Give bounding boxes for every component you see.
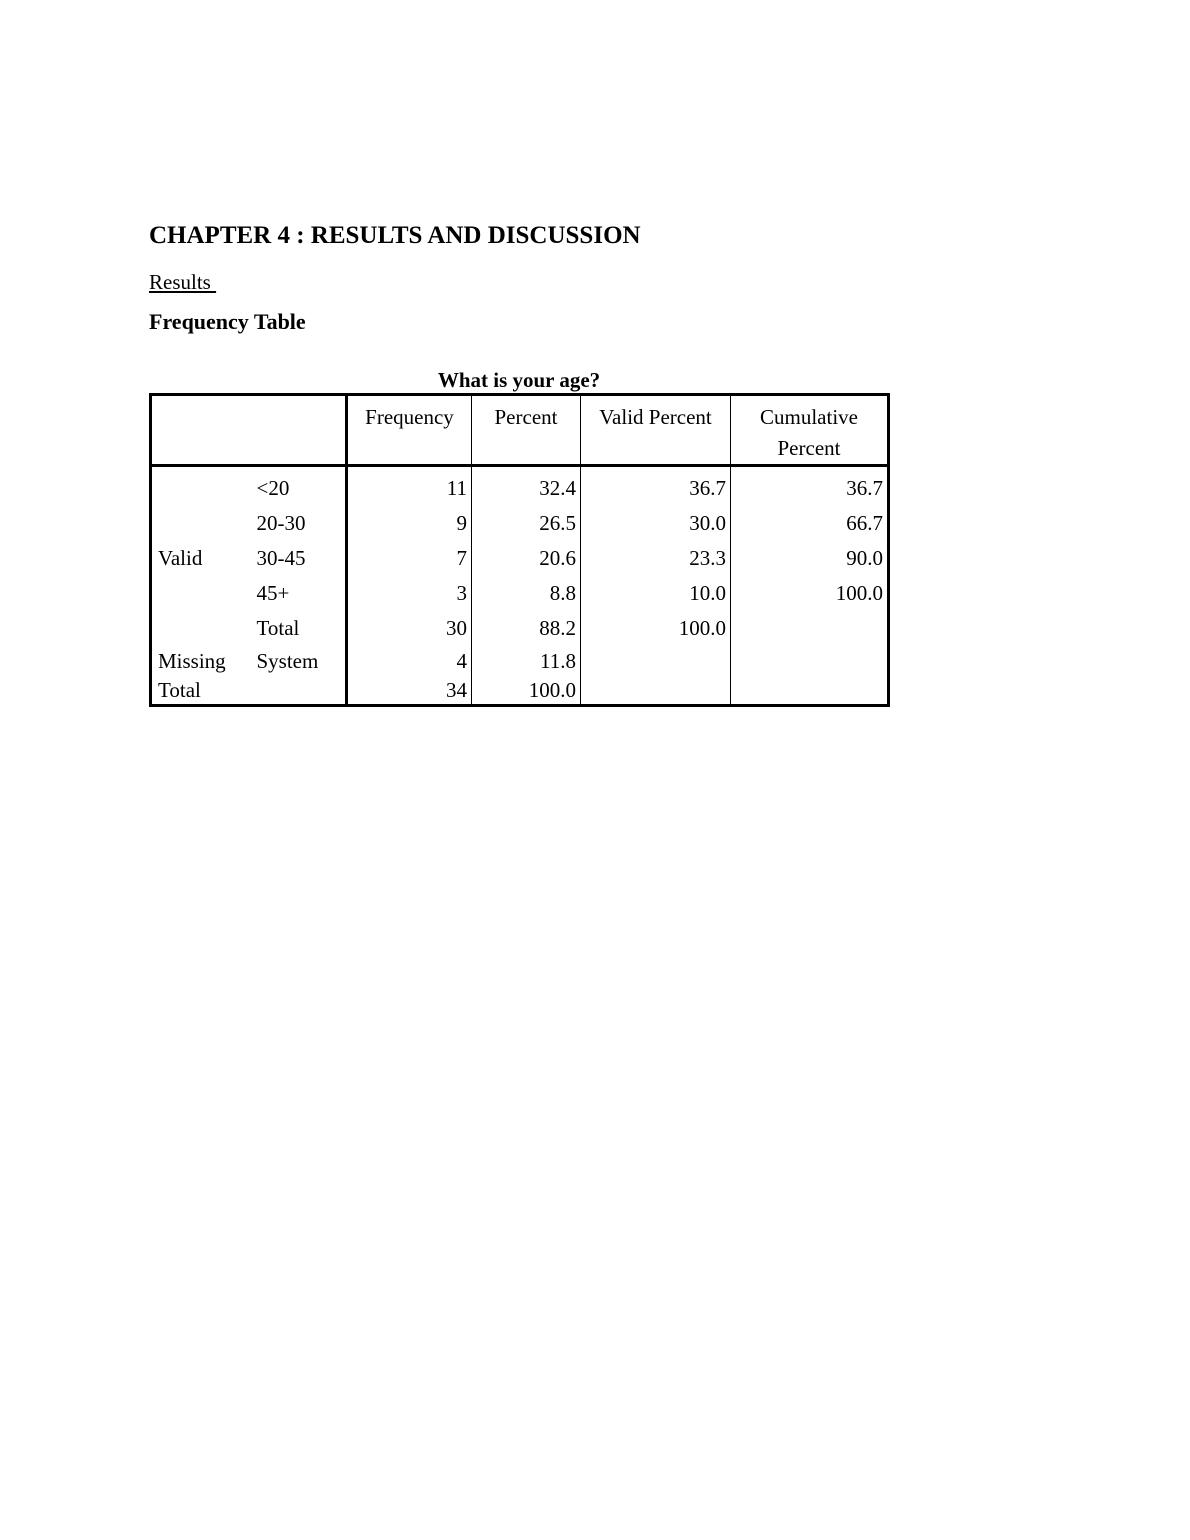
table-row — [151, 676, 889, 706]
header-empty-category — [251, 395, 347, 466]
cell-cumulative-percent: 100.0 — [731, 575, 889, 610]
header-percent: Percent — [472, 395, 581, 466]
section-heading-results: Results — [149, 270, 217, 294]
table-row — [151, 645, 889, 676]
cell-valid-percent: 30.0 — [581, 505, 731, 540]
header-cumulative-percent: Cumulative Percent — [731, 395, 889, 466]
table-row — [151, 505, 889, 540]
cell-valid-percent — [581, 676, 731, 706]
cell-frequency: 30 — [347, 610, 472, 645]
cell-valid-percent: 23.3 — [581, 540, 731, 575]
cell-percent: 88.2 — [472, 610, 581, 645]
cell-cumulative-percent — [731, 645, 889, 676]
header-frequency: Frequency — [347, 395, 472, 466]
cell-frequency: 34 — [347, 676, 472, 706]
cell-cumulative-percent: 90.0 — [731, 540, 889, 575]
table-row — [151, 466, 889, 506]
cell-frequency: 9 — [347, 505, 472, 540]
cell-percent: 8.8 — [472, 575, 581, 610]
row-group-total: Total — [158, 678, 201, 702]
cell-valid-percent: 10.0 — [581, 575, 731, 610]
cell-cumulative-percent: 66.7 — [731, 505, 889, 540]
row-category: <20 — [256, 475, 290, 500]
header-empty-group — [151, 395, 251, 466]
row-category: 20-30 — [256, 510, 306, 535]
table-caption: What is your age? — [437, 368, 601, 392]
row-category: Total — [256, 615, 300, 640]
cell-frequency: 11 — [347, 466, 472, 506]
cell-cumulative-percent: 36.7 — [731, 466, 889, 506]
cell-frequency: 7 — [347, 540, 472, 575]
row-group-valid: Valid — [158, 545, 203, 570]
table-row — [151, 610, 889, 645]
frequency-table — [149, 393, 890, 707]
cell-percent: 11.8 — [472, 645, 581, 676]
table-row — [151, 575, 889, 610]
row-group-missing: Missing — [158, 648, 226, 673]
cell-frequency: 4 — [347, 645, 472, 676]
cell-percent: 100.0 — [472, 676, 581, 706]
cell-cumulative-percent — [731, 610, 889, 645]
table-row — [151, 540, 889, 575]
cell-percent: 26.5 — [472, 505, 581, 540]
cell-valid-percent: 100.0 — [581, 610, 731, 645]
cell-cumulative-percent — [731, 676, 889, 706]
header-valid-percent: Valid Percent — [581, 395, 731, 466]
cell-percent: 32.4 — [472, 466, 581, 506]
row-category — [251, 676, 347, 706]
cell-percent: 20.6 — [472, 540, 581, 575]
chapter-title: CHAPTER 4 : RESULTS AND DISCUSSION — [149, 222, 641, 249]
table-header-row — [151, 395, 889, 466]
subsection-heading-frequency-table: Frequency Table — [149, 309, 306, 334]
cell-valid-percent: 36.7 — [581, 466, 731, 506]
cell-valid-percent — [581, 645, 731, 676]
cell-frequency: 3 — [347, 575, 472, 610]
row-category: System — [256, 648, 319, 673]
row-category: 45+ — [256, 580, 290, 605]
row-category: 30-45 — [256, 545, 306, 570]
